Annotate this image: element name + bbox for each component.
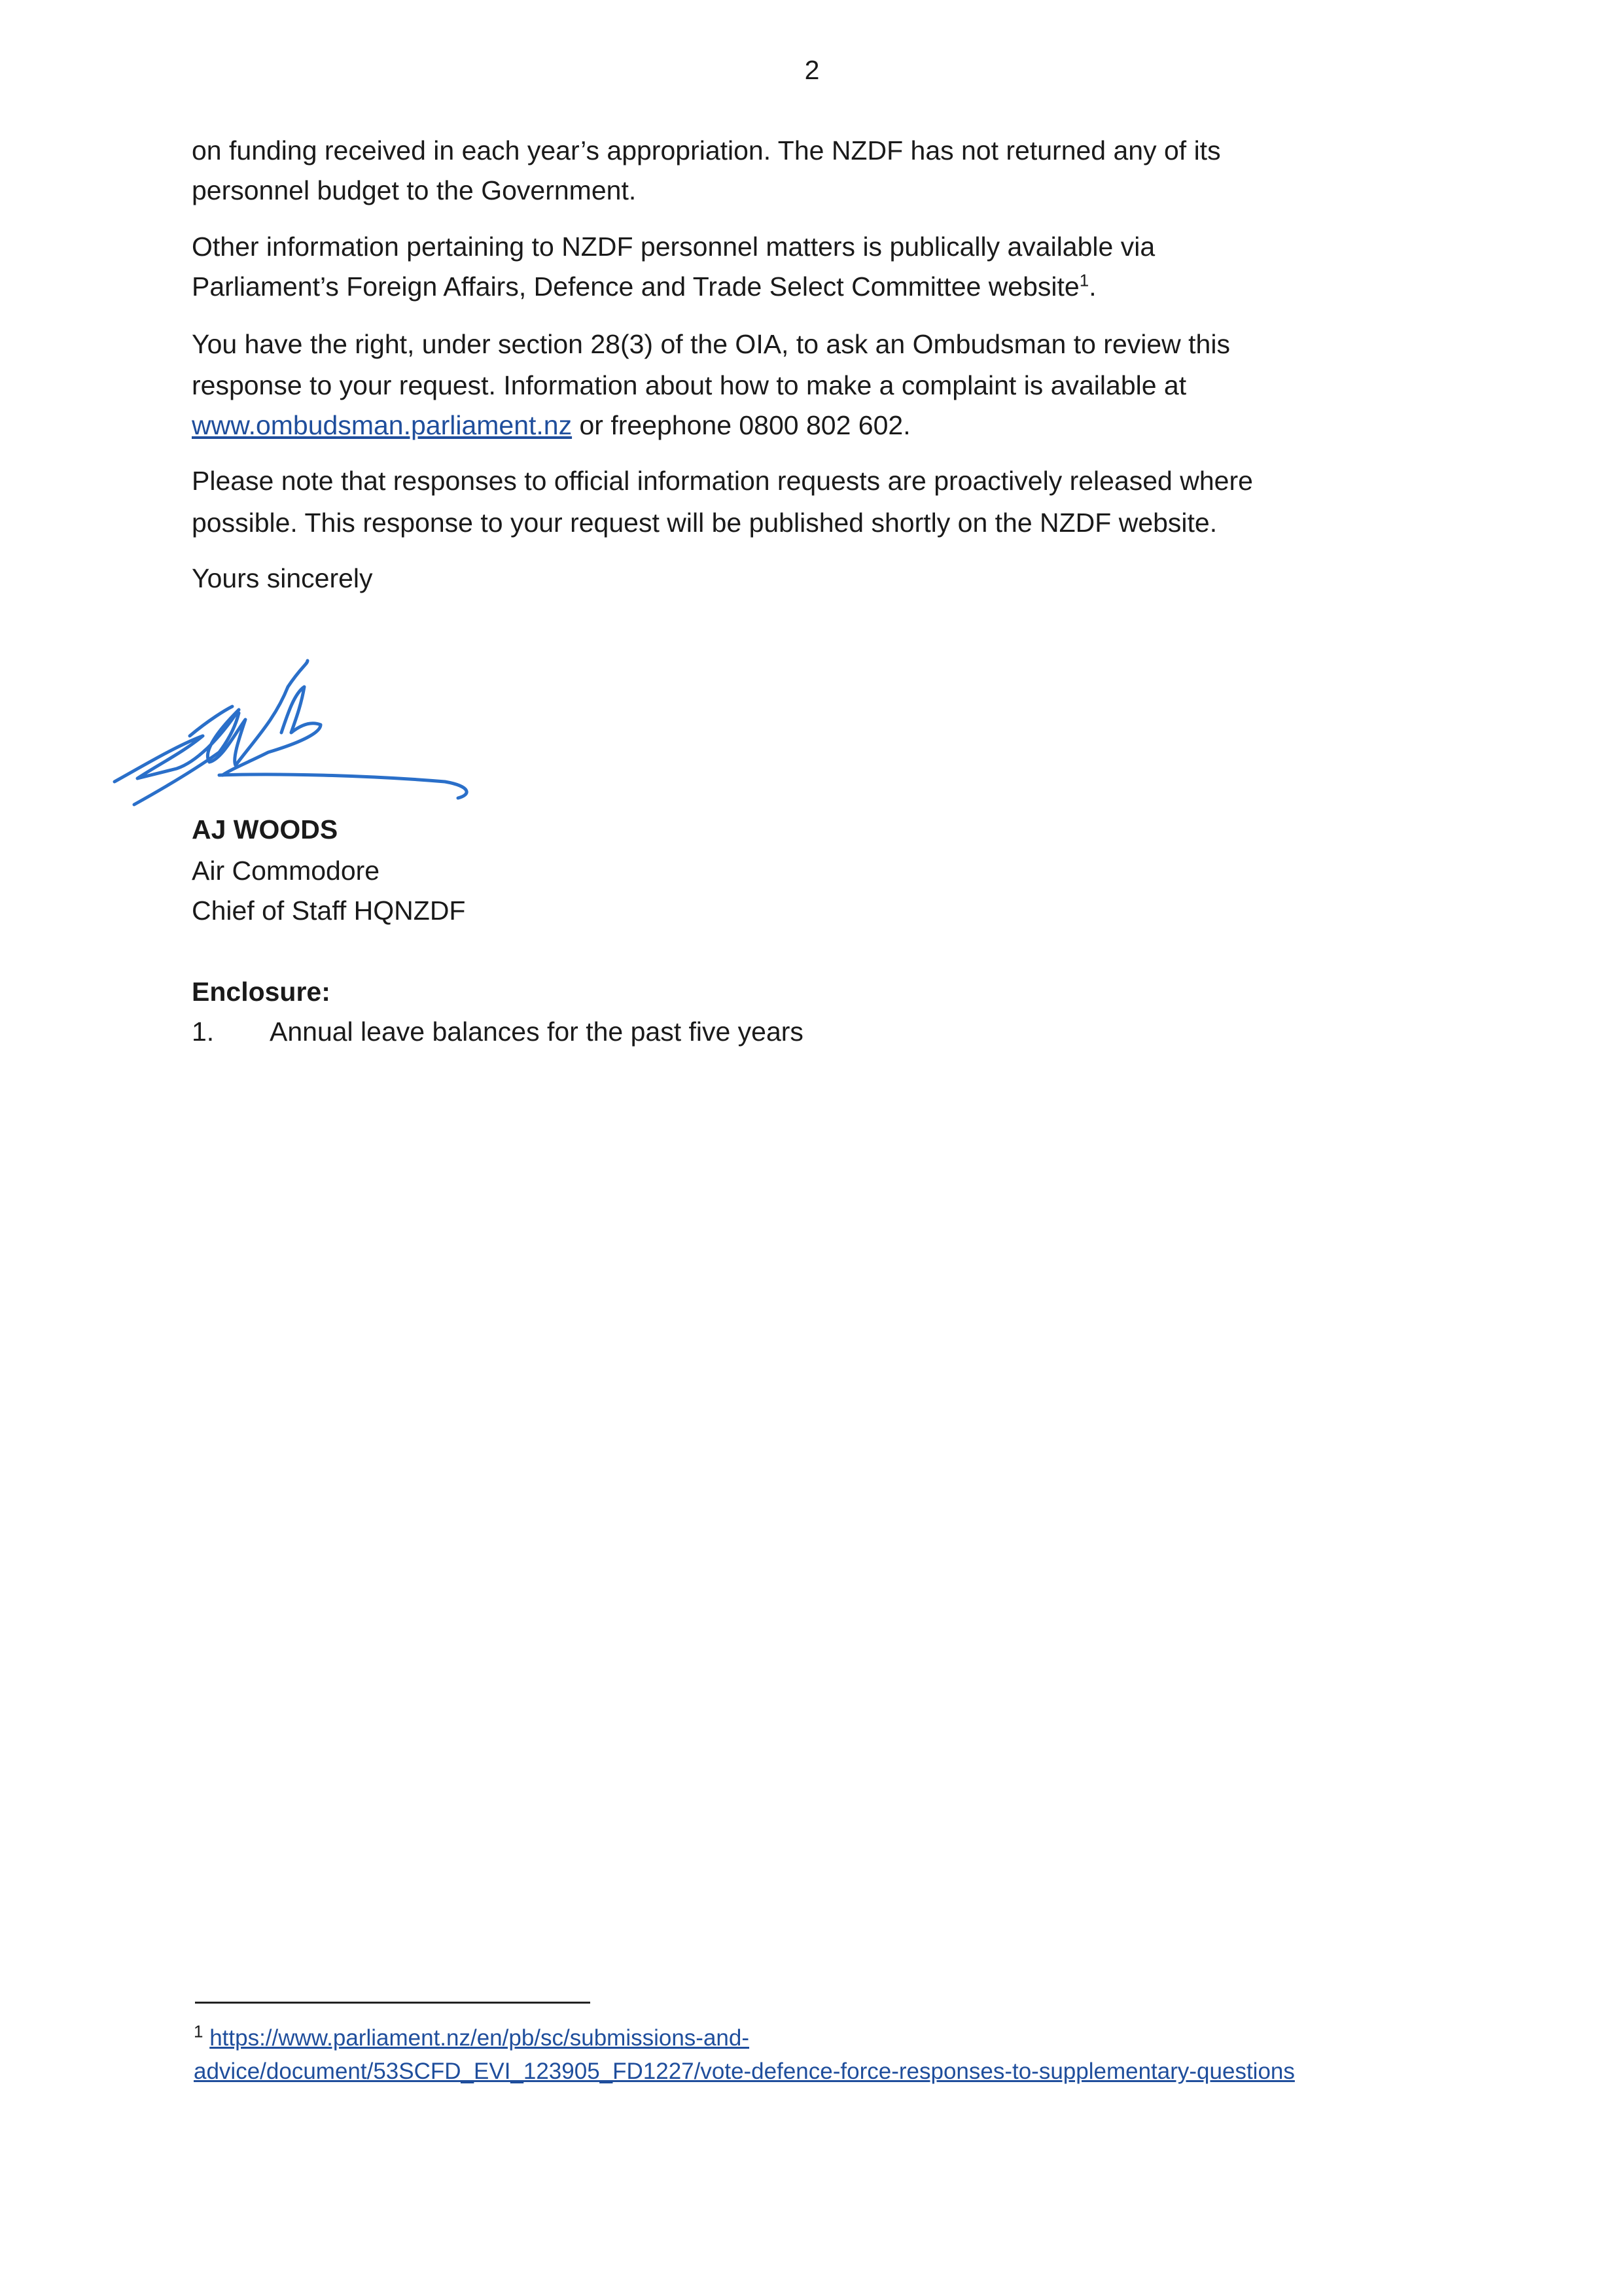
paragraph-line: personnel budget to the Government.	[192, 175, 637, 205]
footnote-ref: 1	[1079, 270, 1089, 290]
text: .	[1089, 271, 1097, 302]
text: or freephone 0800 802 602.	[572, 410, 911, 440]
enclosure-heading: Enclosure:	[192, 977, 330, 1007]
paragraph-line: Please note that responses to official information requests are proactively released where	[192, 466, 1253, 496]
paragraph-line: response to your request. Information about how to make a complaint is available at	[192, 370, 1187, 400]
ombudsman-link[interactable]: www.ombudsman.parliament.nz	[192, 410, 573, 440]
page-number: 2	[804, 55, 820, 85]
paragraph-line: You have the right, under section 28(3) of the OIA, to ask an Ombudsman to review this	[192, 329, 1230, 359]
enclosure-item-number: 1.	[192, 1017, 215, 1047]
footnote-marker: 1	[194, 2021, 203, 2042]
footnote-link-continued[interactable]: advice/document/53SCFD_EVI_123905_FD1227/vote-defence-force-responses-to-supplementary-questions	[194, 2059, 1295, 2084]
footnote-link[interactable]: https://www.parliament.nz/en/pb/sc/submissions-and-	[209, 2025, 750, 2051]
closing: Yours sincerely	[192, 563, 373, 593]
text: Parliament’s Foreign Affairs, Defence and Trade Select Committee website	[192, 271, 1080, 302]
signature	[105, 648, 484, 824]
paragraph-line: Other information pertaining to NZDF personnel matters is publically available via	[192, 232, 1156, 262]
enclosure-item-label: Annual leave balances for the past five years	[270, 1017, 803, 1047]
signatory-rank: Air Commodore	[192, 856, 380, 886]
footnote-line	[194, 2057, 1295, 2086]
signatory-name: AJ WOODS	[192, 814, 338, 844]
paragraph-line: on funding received in each year’s appropriation. The NZDF has not returned any of its	[192, 135, 1221, 165]
footnote-divider	[195, 2002, 590, 2004]
paragraph-line	[192, 409, 911, 442]
paragraph-line	[192, 270, 1097, 303]
signatory-title: Chief of Staff HQNZDF	[192, 896, 466, 926]
footnote-line	[194, 2021, 750, 2053]
paragraph-line: possible. This response to your request will be published shortly on the NZDF website.	[192, 508, 1218, 538]
